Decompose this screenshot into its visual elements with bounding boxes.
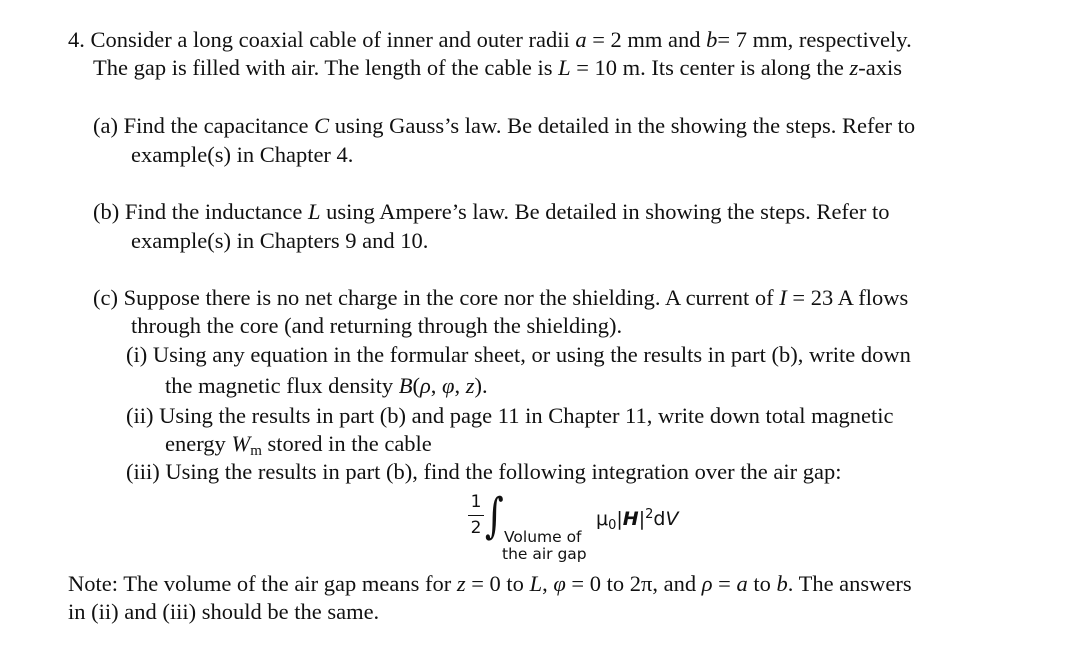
integrand: $\mu_0|H|^2dV$ xyxy=(596,507,679,533)
problem-intro-line-1 xyxy=(68,26,912,54)
part-c-line-1: (c) Suppose there is no net charge in the core nor the shielding. A current of I = 23 A flows xyxy=(93,285,909,310)
part-a-line-1: (a) Find the capacitance C using Gauss’s law. Be detailed in the showing the steps. Refer to xyxy=(93,113,916,138)
problem-number: 4. xyxy=(68,27,85,52)
part-c-label: (c) xyxy=(93,285,118,310)
sub-i-label: (i) xyxy=(126,342,148,367)
integral-region-line-1: Volume of xyxy=(504,528,582,546)
sub-i-line-2: the magnetic flux density B(ρ, φ, z). xyxy=(165,373,488,398)
part-b-label: (b) xyxy=(93,199,120,224)
sub-ii-label: (ii) xyxy=(126,403,154,428)
part-b-line-1: (b) Find the inductance L using Ampere’s law. Be detailed in showing the steps. Refer to xyxy=(93,199,890,224)
integral-sign: ∫ xyxy=(485,488,504,544)
note-line-1: Note: The volume of the air gap means for z = 0 to L, φ = 0 to 2π, and ρ = a to b. The answers xyxy=(68,571,912,596)
part-c-line-2: through the core (and returning through the shielding). xyxy=(131,313,623,338)
sub-ii-line-2: energy Wm stored in the cable xyxy=(165,431,432,459)
sub-ii-line-1: (ii) Using the results in part (b) and page 11 in Chapter 11, write down total magnetic xyxy=(126,403,894,428)
fraction-bar xyxy=(468,515,484,516)
note-line-2: in (ii) and (iii) should be the same. xyxy=(68,599,380,624)
sub-iii-text: Using the results in part (b), find the following integration over the air gap: xyxy=(165,459,842,484)
part-b-line-2: example(s) in Chapters 9 and 10. xyxy=(131,228,429,253)
sub-iii-label: (iii) xyxy=(126,459,160,484)
part-a-line-2: example(s) in Chapter 4. xyxy=(131,142,354,167)
intro-text-1: Consider a long coaxial cable of inner and outer radii a = 2 mm and b= 7 mm, respectively. xyxy=(90,27,912,52)
fraction-denominator: 2 xyxy=(470,518,482,538)
integral-region-line-2: the air gap xyxy=(502,545,587,563)
part-a-label: (a) xyxy=(93,113,118,138)
fraction-numerator: 1 xyxy=(470,492,482,512)
sub-iii-line-1 xyxy=(126,458,841,486)
sub-i-line-1: (i) Using any equation in the formular sheet, or using the results in part (b), write down xyxy=(126,342,911,367)
problem-intro-line-2: The gap is filled with air. The length of the cable is L = 10 m. Its center is along the z-axis xyxy=(93,55,903,80)
energy-integral-formula xyxy=(466,488,726,568)
